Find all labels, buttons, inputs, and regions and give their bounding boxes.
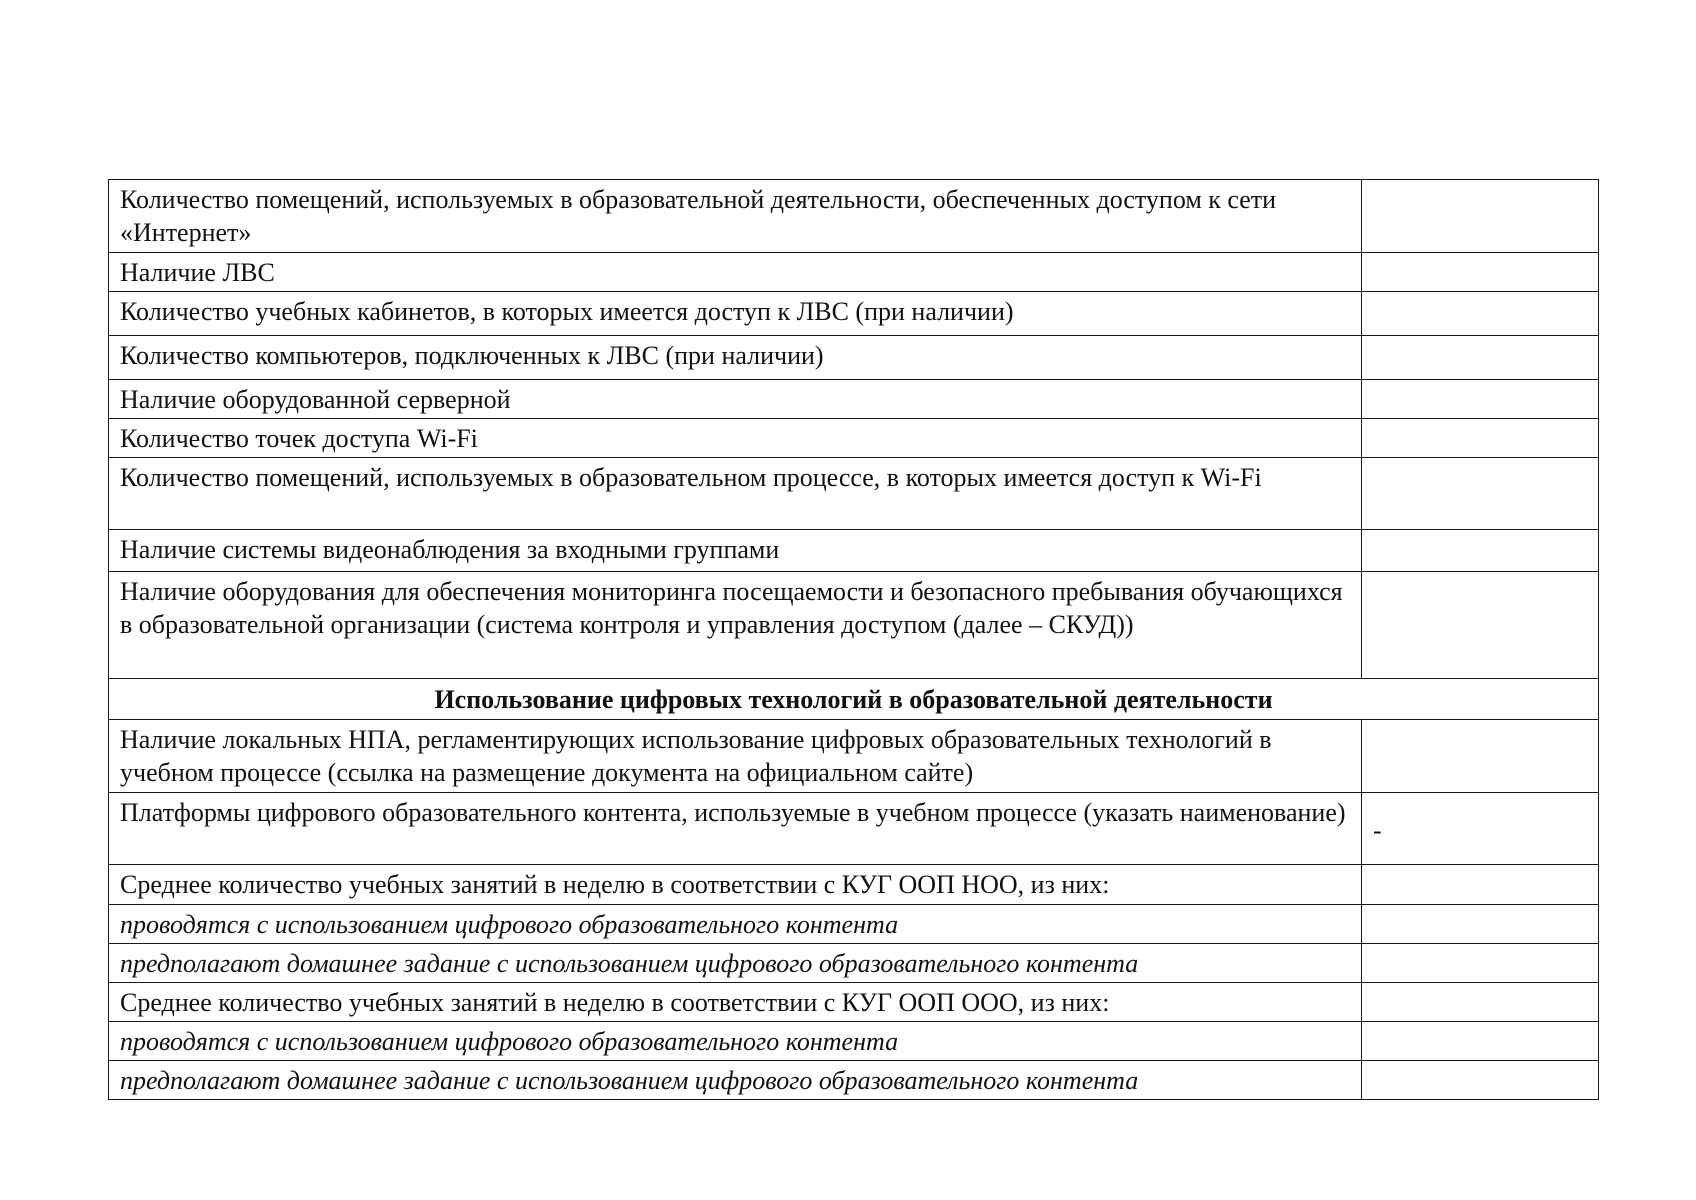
row-value [1362,944,1599,983]
row-value [1362,1061,1599,1100]
row-label: Количество учебных кабинетов, в которых имеется доступ к ЛВС (при наличии) [109,292,1362,336]
row-value [1362,458,1599,530]
section-title: Использование цифровых технологий в образовательной деятельности [109,679,1599,720]
table-row [109,419,1599,458]
row-label: Наличие оборудованной серверной [109,380,1362,419]
row-label: Количество помещений, используемых в образовательной деятельности, обеспеченных доступом к сети «Интернет» [109,180,1362,253]
row-label: Наличие оборудования для обеспечения мониторинга посещаемости и безопасного пребывания обучающихся в образовательной организации (система контроля и управления доступом (далее – СКУД)) [109,572,1362,679]
row-label: Наличие ЛВС [109,253,1362,292]
row-value [1362,253,1599,292]
row-label: Количество точек доступа Wi-Fi [109,419,1362,458]
table-row [109,180,1599,253]
section-row [109,679,1599,720]
table-row [109,458,1599,530]
table-row [109,983,1599,1022]
row-value [1362,1022,1599,1061]
row-label: Наличие системы видеонаблюдения за входными группами [109,530,1362,572]
table-row [109,720,1599,793]
row-value [1362,530,1599,572]
row-label: Наличие локальных НПА, регламентирующих использование цифровых образовательных технологий в учебном процессе (ссылка на размещение документа на официальном сайте) [109,720,1362,793]
table-row [109,336,1599,380]
row-value: - [1362,793,1599,865]
table-row [109,292,1599,336]
table-row [109,1061,1599,1100]
row-label: Среднее количество учебных занятий в неделю в соответствии с КУГ ООП НОО, из них: [109,865,1362,905]
row-label: Платформы цифрового образовательного контента, используемые в учебном процессе (указать наименование) [109,793,1362,865]
table-row [109,380,1599,419]
row-label: проводятся с использованием цифрового образовательного контента [109,1022,1362,1061]
table-row [109,253,1599,292]
row-value [1362,983,1599,1022]
row-label: проводятся с использованием цифрового образовательного контента [109,905,1362,944]
table-row [109,572,1599,679]
table-row [109,865,1599,905]
row-label: предполагают домашнее задание с использованием цифрового образовательного контента [109,1061,1362,1100]
row-label: Количество компьютеров, подключенных к ЛВС (при наличии) [109,336,1362,380]
row-label: Среднее количество учебных занятий в неделю в соответствии с КУГ ООП ООО, из них: [109,983,1362,1022]
table-row [109,905,1599,944]
table-row [109,1022,1599,1061]
row-value [1362,905,1599,944]
row-value [1362,180,1599,253]
row-value [1362,419,1599,458]
row-value [1362,865,1599,905]
row-value [1362,380,1599,419]
row-value [1362,572,1599,679]
row-value [1362,292,1599,336]
table-row [109,793,1599,865]
table-row [109,944,1599,983]
table-row [109,530,1599,572]
row-value [1362,720,1599,793]
row-label: предполагают домашнее задание с использованием цифрового образовательного контента [109,944,1362,983]
indicators-table [108,179,1599,1100]
row-label: Количество помещений, используемых в образовательном процессе, в которых имеется доступ к Wi-Fi [109,458,1362,530]
row-value [1362,336,1599,380]
